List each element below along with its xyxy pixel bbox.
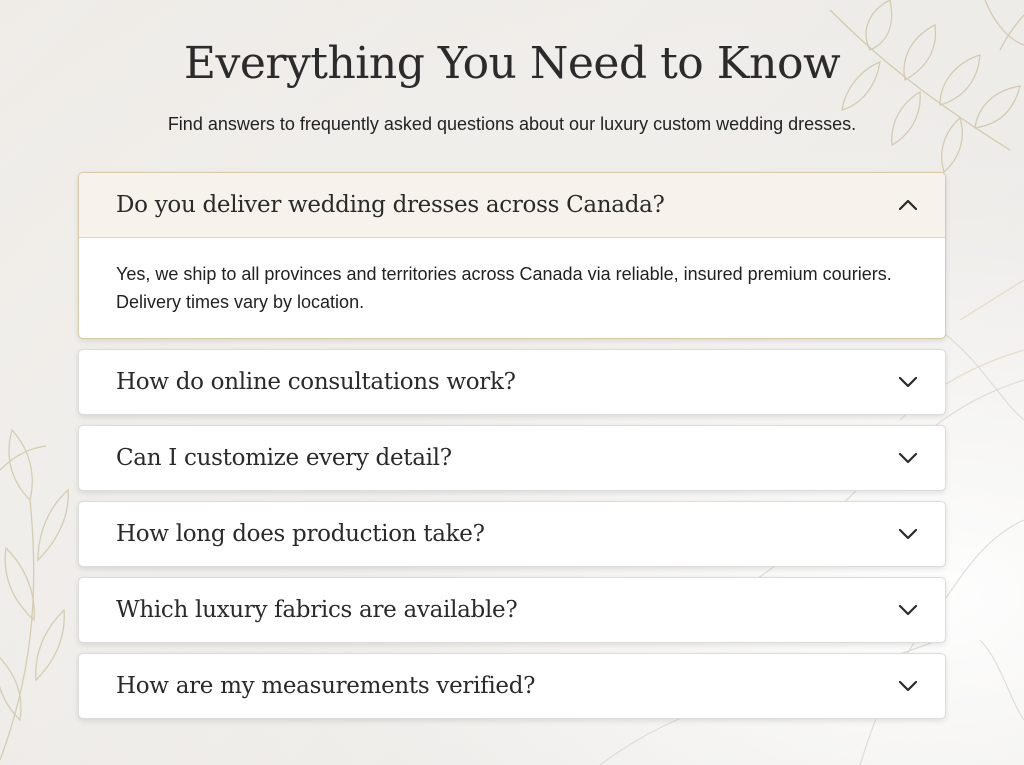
chevron-down-icon[interactable]	[897, 371, 919, 393]
faq-item	[78, 501, 946, 567]
faq-question-toggle[interactable]	[79, 350, 945, 414]
faq-item	[78, 425, 946, 491]
faq-question-text: How do online consultations work?	[116, 369, 516, 395]
faq-question-text: Can I customize every detail?	[116, 445, 452, 471]
faq-question-text: Which luxury fabrics are available?	[116, 597, 518, 623]
chevron-down-icon[interactable]	[897, 675, 919, 697]
faq-item	[78, 653, 946, 719]
faq-question-text: Do you deliver wedding dresses across Canada?	[116, 192, 665, 218]
page-title: Everything You Need to Know	[183, 38, 841, 89]
faq-question-toggle[interactable]	[79, 654, 945, 718]
faq-question-text: How long does production take?	[116, 521, 485, 547]
faq-item	[78, 349, 946, 415]
chevron-up-icon[interactable]	[897, 194, 919, 216]
faq-list	[78, 172, 946, 729]
leaf-branch-bottom-left-icon	[0, 430, 68, 760]
faq-answer-text: Yes, we ship to all provinces and territories across Canada via reliable, insured premium couriers. Delivery times vary by location.	[116, 264, 892, 312]
faq-item	[78, 577, 946, 643]
faq-question-toggle[interactable]	[79, 426, 945, 490]
faq-question-toggle[interactable]	[79, 173, 945, 238]
page-subtitle: Find answers to frequently asked questions about our luxury custom wedding dresses.	[167, 114, 857, 134]
chevron-down-icon[interactable]	[897, 447, 919, 469]
chevron-down-icon[interactable]	[897, 599, 919, 621]
faq-question-toggle[interactable]	[79, 502, 945, 566]
faq-question-toggle[interactable]	[79, 578, 945, 642]
chevron-down-icon[interactable]	[897, 523, 919, 545]
faq-question-text: How are my measurements verified?	[116, 673, 536, 699]
faq-item	[78, 172, 946, 339]
